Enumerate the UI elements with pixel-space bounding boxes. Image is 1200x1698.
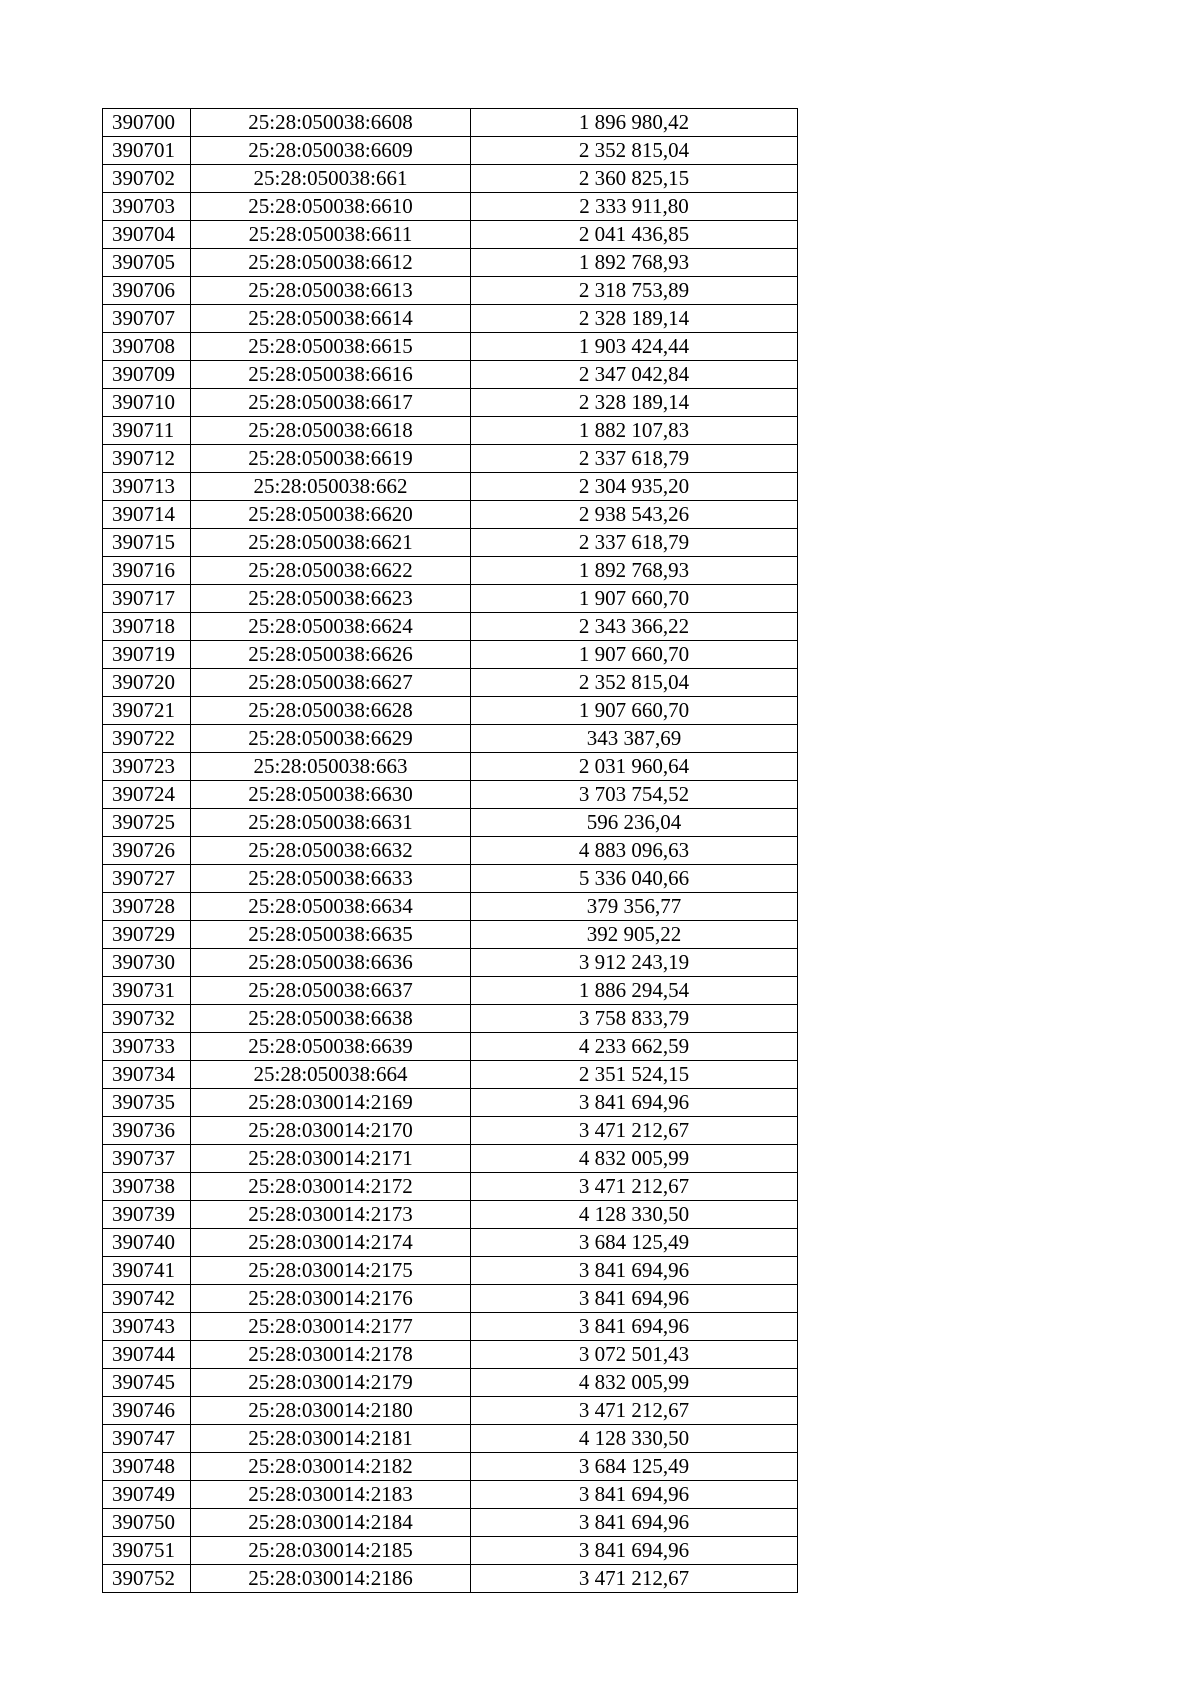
cadastral-number-cell: 25:28:050038:664 <box>191 1061 471 1089</box>
row-number-cell: 390722 <box>103 725 191 753</box>
table-row <box>103 1481 798 1509</box>
table-row <box>103 1313 798 1341</box>
cadastral-number-cell: 25:28:030014:2180 <box>191 1397 471 1425</box>
table-row <box>103 725 798 753</box>
cadastral-value-cell: 3 684 125,49 <box>471 1229 798 1257</box>
cadastral-number-cell: 25:28:050038:6616 <box>191 361 471 389</box>
cadastral-number-cell: 25:28:050038:6617 <box>191 389 471 417</box>
cadastral-value-cell: 2 938 543,26 <box>471 501 798 529</box>
cadastral-number-cell: 25:28:050038:6622 <box>191 557 471 585</box>
cadastral-value-cell: 4 233 662,59 <box>471 1033 798 1061</box>
cadastral-number-cell: 25:28:050038:661 <box>191 165 471 193</box>
cadastral-value-cell: 2 318 753,89 <box>471 277 798 305</box>
table-row <box>103 865 798 893</box>
cadastral-value-cell: 1 892 768,93 <box>471 557 798 585</box>
row-number-cell: 390710 <box>103 389 191 417</box>
table-row <box>103 1145 798 1173</box>
table-row <box>103 193 798 221</box>
cadastral-value-cell: 1 892 768,93 <box>471 249 798 277</box>
cadastral-value-cell: 1 882 107,83 <box>471 417 798 445</box>
cadastral-value-cell: 2 352 815,04 <box>471 137 798 165</box>
cadastral-value-cell: 2 337 618,79 <box>471 529 798 557</box>
row-number-cell: 390746 <box>103 1397 191 1425</box>
row-number-cell: 390748 <box>103 1453 191 1481</box>
table-row <box>103 1453 798 1481</box>
cadastral-number-cell: 25:28:030014:2173 <box>191 1201 471 1229</box>
row-number-cell: 390716 <box>103 557 191 585</box>
cadastral-value-cell: 1 907 660,70 <box>471 697 798 725</box>
row-number-cell: 390734 <box>103 1061 191 1089</box>
row-number-cell: 390740 <box>103 1229 191 1257</box>
row-number-cell: 390743 <box>103 1313 191 1341</box>
table-row <box>103 613 798 641</box>
table-row <box>103 1537 798 1565</box>
row-number-cell: 390721 <box>103 697 191 725</box>
row-number-cell: 390733 <box>103 1033 191 1061</box>
row-number-cell: 390719 <box>103 641 191 669</box>
row-number-cell: 390723 <box>103 753 191 781</box>
cadastral-value-cell: 1 886 294,54 <box>471 977 798 1005</box>
table-row <box>103 1509 798 1537</box>
cadastral-number-cell: 25:28:050038:6615 <box>191 333 471 361</box>
table-row <box>103 445 798 473</box>
cadastral-value-cell: 3 841 694,96 <box>471 1257 798 1285</box>
cadastral-number-cell: 25:28:050038:6629 <box>191 725 471 753</box>
cadastral-value-cell: 3 841 694,96 <box>471 1481 798 1509</box>
table-row <box>103 1089 798 1117</box>
cadastral-value-cell: 4 128 330,50 <box>471 1201 798 1229</box>
row-number-cell: 390751 <box>103 1537 191 1565</box>
cadastral-number-cell: 25:28:030014:2171 <box>191 1145 471 1173</box>
cadastral-value-cell: 2 328 189,14 <box>471 389 798 417</box>
cadastral-value-cell: 1 907 660,70 <box>471 585 798 613</box>
cadastral-number-cell: 25:28:030014:2186 <box>191 1565 471 1593</box>
row-number-cell: 390715 <box>103 529 191 557</box>
row-number-cell: 390714 <box>103 501 191 529</box>
cadastral-value-cell: 2 351 524,15 <box>471 1061 798 1089</box>
table-row <box>103 1173 798 1201</box>
cadastral-number-cell: 25:28:050038:6636 <box>191 949 471 977</box>
row-number-cell: 390709 <box>103 361 191 389</box>
cadastral-number-cell: 25:28:050038:6624 <box>191 613 471 641</box>
table-row <box>103 1285 798 1313</box>
table-row <box>103 585 798 613</box>
cadastral-value-cell: 596 236,04 <box>471 809 798 837</box>
table-row <box>103 557 798 585</box>
row-number-cell: 390752 <box>103 1565 191 1593</box>
cadastral-number-cell: 25:28:050038:6620 <box>191 501 471 529</box>
table-row <box>103 165 798 193</box>
row-number-cell: 390727 <box>103 865 191 893</box>
cadastral-number-cell: 25:28:050038:6628 <box>191 697 471 725</box>
row-number-cell: 390707 <box>103 305 191 333</box>
row-number-cell: 390720 <box>103 669 191 697</box>
cadastral-number-cell: 25:28:030014:2185 <box>191 1537 471 1565</box>
row-number-cell: 390713 <box>103 473 191 501</box>
cadastral-value-cell: 2 337 618,79 <box>471 445 798 473</box>
cadastral-value-cell: 5 336 040,66 <box>471 865 798 893</box>
table-body <box>103 109 798 1593</box>
cadastral-value-cell: 2 347 042,84 <box>471 361 798 389</box>
cadastral-value-cell: 2 031 960,64 <box>471 753 798 781</box>
cadastral-number-cell: 25:28:030014:2169 <box>191 1089 471 1117</box>
table-row <box>103 1117 798 1145</box>
cadastral-value-cell: 4 832 005,99 <box>471 1145 798 1173</box>
cadastral-number-cell: 25:28:030014:2181 <box>191 1425 471 1453</box>
table-row <box>103 921 798 949</box>
table-row <box>103 1061 798 1089</box>
cadastral-value-cell: 2 041 436,85 <box>471 221 798 249</box>
cadastral-value-cell: 3 072 501,43 <box>471 1341 798 1369</box>
row-number-cell: 390702 <box>103 165 191 193</box>
row-number-cell: 390730 <box>103 949 191 977</box>
cadastral-value-cell: 4 128 330,50 <box>471 1425 798 1453</box>
table-row <box>103 781 798 809</box>
cadastral-number-cell: 25:28:050038:6611 <box>191 221 471 249</box>
cadastral-number-cell: 25:28:050038:6613 <box>191 277 471 305</box>
row-number-cell: 390706 <box>103 277 191 305</box>
cadastral-value-cell: 3 471 212,67 <box>471 1565 798 1593</box>
table-row <box>103 1397 798 1425</box>
row-number-cell: 390735 <box>103 1089 191 1117</box>
row-number-cell: 390737 <box>103 1145 191 1173</box>
cadastral-number-cell: 25:28:030014:2177 <box>191 1313 471 1341</box>
cadastral-number-cell: 25:28:030014:2175 <box>191 1257 471 1285</box>
table-row <box>103 529 798 557</box>
cadastral-number-cell: 25:28:050038:6634 <box>191 893 471 921</box>
table-row <box>103 221 798 249</box>
cadastral-number-cell: 25:28:030014:2182 <box>191 1453 471 1481</box>
row-number-cell: 390700 <box>103 109 191 137</box>
cadastral-value-cell: 3 841 694,96 <box>471 1537 798 1565</box>
cadastral-number-cell: 25:28:050038:6614 <box>191 305 471 333</box>
table-row <box>103 277 798 305</box>
cadastral-value-cell: 3 841 694,96 <box>471 1285 798 1313</box>
cadastral-number-cell: 25:28:050038:6627 <box>191 669 471 697</box>
cadastral-value-cell: 2 352 815,04 <box>471 669 798 697</box>
table-row <box>103 753 798 781</box>
row-number-cell: 390718 <box>103 613 191 641</box>
cadastral-value-cell: 1 896 980,42 <box>471 109 798 137</box>
cadastral-number-cell: 25:28:050038:6630 <box>191 781 471 809</box>
cadastral-value-cell: 343 387,69 <box>471 725 798 753</box>
row-number-cell: 390703 <box>103 193 191 221</box>
table-row <box>103 473 798 501</box>
cadastral-number-cell: 25:28:050038:6619 <box>191 445 471 473</box>
cadastral-number-cell: 25:28:050038:663 <box>191 753 471 781</box>
cadastral-value-cell: 4 883 096,63 <box>471 837 798 865</box>
cadastral-value-cell: 1 903 424,44 <box>471 333 798 361</box>
row-number-cell: 390726 <box>103 837 191 865</box>
table-row <box>103 417 798 445</box>
row-number-cell: 390705 <box>103 249 191 277</box>
cadastral-number-cell: 25:28:050038:6638 <box>191 1005 471 1033</box>
cadastral-number-cell: 25:28:050038:6621 <box>191 529 471 557</box>
row-number-cell: 390701 <box>103 137 191 165</box>
cadastral-value-cell: 2 304 935,20 <box>471 473 798 501</box>
cadastral-value-cell: 2 360 825,15 <box>471 165 798 193</box>
cadastral-number-cell: 25:28:030014:2176 <box>191 1285 471 1313</box>
row-number-cell: 390731 <box>103 977 191 1005</box>
cadastral-number-cell: 25:28:050038:6637 <box>191 977 471 1005</box>
row-number-cell: 390749 <box>103 1481 191 1509</box>
table-row <box>103 1341 798 1369</box>
table-row <box>103 333 798 361</box>
cadastral-number-cell: 25:28:030014:2170 <box>191 1117 471 1145</box>
row-number-cell: 390728 <box>103 893 191 921</box>
cadastral-value-table <box>102 108 798 1593</box>
row-number-cell: 390711 <box>103 417 191 445</box>
cadastral-value-cell: 392 905,22 <box>471 921 798 949</box>
row-number-cell: 390729 <box>103 921 191 949</box>
cadastral-value-cell: 3 471 212,67 <box>471 1173 798 1201</box>
cadastral-value-cell: 1 907 660,70 <box>471 641 798 669</box>
cadastral-number-cell: 25:28:050038:6608 <box>191 109 471 137</box>
cadastral-value-cell: 2 328 189,14 <box>471 305 798 333</box>
table-row <box>103 1425 798 1453</box>
cadastral-value-cell: 3 841 694,96 <box>471 1089 798 1117</box>
row-number-cell: 390717 <box>103 585 191 613</box>
cadastral-number-cell: 25:28:030014:2174 <box>191 1229 471 1257</box>
table-row <box>103 641 798 669</box>
cadastral-number-cell: 25:28:030014:2179 <box>191 1369 471 1397</box>
cadastral-value-cell: 2 343 366,22 <box>471 613 798 641</box>
cadastral-value-cell: 2 333 911,80 <box>471 193 798 221</box>
table-row <box>103 389 798 417</box>
table-row <box>103 837 798 865</box>
table-row <box>103 305 798 333</box>
row-number-cell: 390742 <box>103 1285 191 1313</box>
table-row <box>103 1369 798 1397</box>
cadastral-value-cell: 3 471 212,67 <box>471 1117 798 1145</box>
row-number-cell: 390747 <box>103 1425 191 1453</box>
row-number-cell: 390738 <box>103 1173 191 1201</box>
row-number-cell: 390750 <box>103 1509 191 1537</box>
table-row <box>103 1033 798 1061</box>
row-number-cell: 390704 <box>103 221 191 249</box>
row-number-cell: 390708 <box>103 333 191 361</box>
cadastral-number-cell: 25:28:050038:6609 <box>191 137 471 165</box>
cadastral-number-cell: 25:28:050038:662 <box>191 473 471 501</box>
row-number-cell: 390732 <box>103 1005 191 1033</box>
row-number-cell: 390739 <box>103 1201 191 1229</box>
table-row <box>103 949 798 977</box>
cadastral-value-cell: 3 703 754,52 <box>471 781 798 809</box>
table-row <box>103 1229 798 1257</box>
table-row <box>103 109 798 137</box>
cadastral-value-cell: 4 832 005,99 <box>471 1369 798 1397</box>
cadastral-number-cell: 25:28:050038:6635 <box>191 921 471 949</box>
cadastral-value-cell: 3 758 833,79 <box>471 1005 798 1033</box>
table-row <box>103 1257 798 1285</box>
cadastral-number-cell: 25:28:030014:2178 <box>191 1341 471 1369</box>
cadastral-number-cell: 25:28:030014:2172 <box>191 1173 471 1201</box>
table-row <box>103 977 798 1005</box>
cadastral-value-cell: 3 684 125,49 <box>471 1453 798 1481</box>
row-number-cell: 390744 <box>103 1341 191 1369</box>
row-number-cell: 390712 <box>103 445 191 473</box>
cadastral-number-cell: 25:28:050038:6610 <box>191 193 471 221</box>
row-number-cell: 390736 <box>103 1117 191 1145</box>
cadastral-value-cell: 3 912 243,19 <box>471 949 798 977</box>
cadastral-number-cell: 25:28:030014:2183 <box>191 1481 471 1509</box>
cadastral-number-cell: 25:28:050038:6618 <box>191 417 471 445</box>
row-number-cell: 390745 <box>103 1369 191 1397</box>
table-row <box>103 361 798 389</box>
table-row <box>103 501 798 529</box>
table-row <box>103 1565 798 1593</box>
table-row <box>103 809 798 837</box>
table-row <box>103 697 798 725</box>
row-number-cell: 390725 <box>103 809 191 837</box>
cadastral-number-cell: 25:28:050038:6639 <box>191 1033 471 1061</box>
row-number-cell: 390724 <box>103 781 191 809</box>
cadastral-number-cell: 25:28:050038:6626 <box>191 641 471 669</box>
cadastral-number-cell: 25:28:050038:6631 <box>191 809 471 837</box>
table-row <box>103 1005 798 1033</box>
cadastral-value-cell: 3 471 212,67 <box>471 1397 798 1425</box>
cadastral-value-cell: 3 841 694,96 <box>471 1509 798 1537</box>
cadastral-value-cell: 379 356,77 <box>471 893 798 921</box>
cadastral-number-cell: 25:28:050038:6632 <box>191 837 471 865</box>
row-number-cell: 390741 <box>103 1257 191 1285</box>
table-row <box>103 669 798 697</box>
cadastral-number-cell: 25:28:050038:6633 <box>191 865 471 893</box>
table-row <box>103 1201 798 1229</box>
cadastral-number-cell: 25:28:050038:6612 <box>191 249 471 277</box>
cadastral-number-cell: 25:28:030014:2184 <box>191 1509 471 1537</box>
table-row <box>103 893 798 921</box>
cadastral-value-cell: 3 841 694,96 <box>471 1313 798 1341</box>
cadastral-number-cell: 25:28:050038:6623 <box>191 585 471 613</box>
table-row <box>103 137 798 165</box>
table-row <box>103 249 798 277</box>
